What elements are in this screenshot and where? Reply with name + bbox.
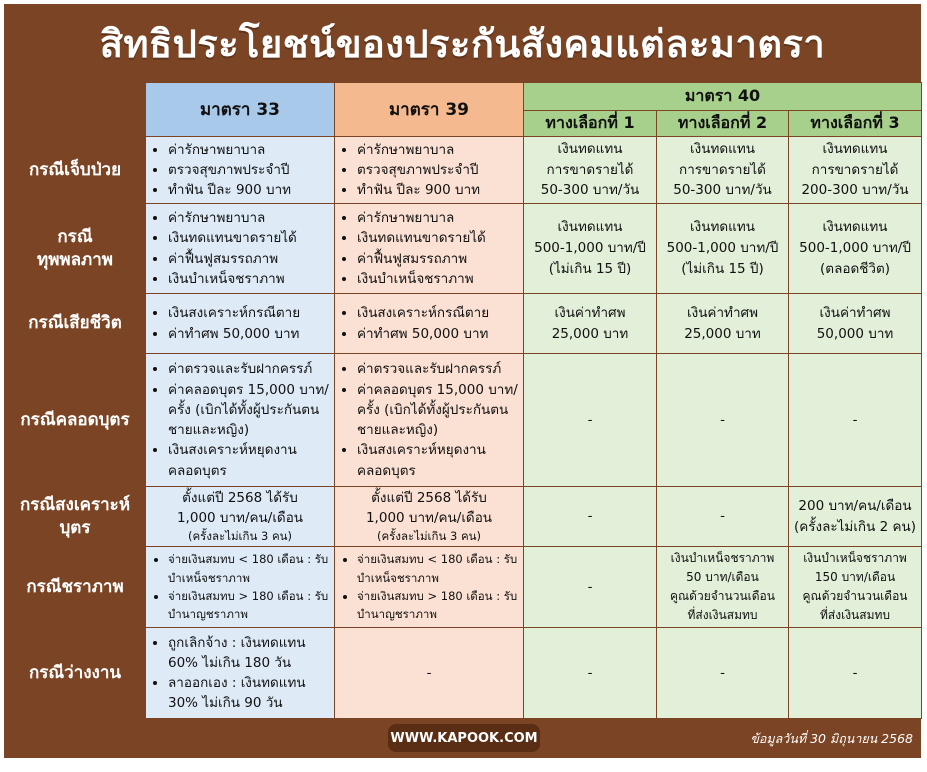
list-item: • ตรวจสุขภาพประจำปี	[357, 160, 519, 180]
cell-line: 500-1,000 บาท/ปี	[666, 240, 779, 257]
list-item: • ตรวจสุขภาพประจำปี	[168, 160, 330, 180]
list-item: • ค่าตรวจและรับฝากครรภ์	[357, 359, 519, 379]
list-item: • จ่ายเงินสมทบ < 180 เดือน : รับบำเหน็จชราภาพ	[357, 550, 519, 587]
cell-line: 50 บาท/เดือน	[686, 569, 759, 584]
m39-cell	[335, 487, 524, 547]
list-item: • ค่าฟื้นฟูสมรรถภาพ	[168, 249, 330, 269]
m33-cell	[146, 137, 335, 204]
cell-note: (ครั้งละไม่เกิน 3 คน)	[188, 529, 292, 544]
cell-line: การขาดรายได้	[546, 161, 634, 178]
opt2-cell	[657, 294, 789, 354]
list-item: • เงินสงเคราะห์หยุดงานคลอดบุตร	[357, 440, 519, 481]
list-item: • ค่าทำศพ 50,000 บาท	[168, 324, 330, 344]
m39-cell: -	[335, 628, 524, 719]
header-opt1: ทางเลือกที่ 1	[524, 111, 657, 137]
row-label	[5, 204, 146, 294]
list-item: • จ่ายเงินสมทบ > 180 เดือน : รับบำนาญชราภาพ	[168, 587, 330, 624]
opt1-cell	[524, 204, 657, 294]
opt2-cell	[657, 204, 789, 294]
cell-line: 500-1,000 บาท/ปี	[799, 240, 911, 257]
list-item: • เงินบำเหน็จชราภาพ	[357, 269, 519, 289]
table-row	[5, 487, 922, 547]
data-date: ข้อมูลวันที่ 30 มิถุนายน 2568	[750, 731, 913, 746]
list-item: • ค่าฟื้นฟูสมรรถภาพ	[357, 249, 519, 269]
cell-line: (ตลอดชีวิต)	[820, 260, 890, 277]
opt2-cell	[657, 137, 789, 204]
opt3-cell: -	[789, 354, 922, 487]
opt1-cell: -	[524, 487, 657, 547]
opt1-cell	[524, 294, 657, 354]
opt1-cell: -	[524, 354, 657, 487]
list-item: • เงินสงเคราะห์กรณีตาย	[168, 303, 330, 323]
m39-cell	[335, 294, 524, 354]
row-label	[5, 487, 146, 547]
cell-note: (ครั้งละไม่เกิน 3 คน)	[377, 529, 481, 544]
list-item: • เงินสงเคราะห์กรณีตาย	[357, 303, 519, 323]
list-item: • ทำฟัน ปีละ 900 บาท	[168, 180, 330, 200]
opt1-cell: -	[524, 628, 657, 719]
list-item: • ค่าคลอดบุตร 15,000 บาท/ครั้ง (เบิกได้ทั้งผู้ประกันตนชายและหญิง)	[357, 380, 519, 441]
cell-line: เงินบำเหน็จชราภาพ	[803, 550, 907, 565]
list-item: • จ่ายเงินสมทบ < 180 เดือน : รับบำเหน็จชราภาพ	[168, 550, 330, 587]
row-label-line: กรณี	[57, 226, 93, 247]
cell-line: ที่ส่งเงินสมทบ	[687, 608, 758, 623]
table-row	[5, 137, 922, 204]
m33-cell	[146, 487, 335, 547]
list-item: • เงินทดแทนขาดรายได้	[357, 228, 519, 248]
cell-line: เงินทดแทน	[557, 219, 623, 236]
list-item: • เงินทดแทนขาดรายได้	[168, 228, 330, 248]
cell-line: เงินค่าทำศพ	[554, 304, 626, 321]
list-item: • ค่าทำศพ 50,000 บาท	[357, 324, 519, 344]
header-m40: มาตรา 40	[524, 83, 922, 111]
cell-line: 25,000 บาท	[551, 325, 629, 342]
cell-line: 150 บาท/เดือน	[814, 569, 896, 584]
m33-cell	[146, 354, 335, 487]
m39-cell	[335, 354, 524, 487]
list-item: • เงินสงเคราะห์หยุดงานคลอดบุตร	[168, 440, 330, 481]
cell-line: เงินทดแทน	[690, 219, 755, 236]
row-label-line: กรณีสงเคราะห์	[19, 494, 131, 515]
m39-cell	[335, 137, 524, 204]
page-title: สิทธิประโยชน์ของประกันสังคมแต่ละมาตรา	[99, 21, 826, 66]
cell-line: 500-1,000 บาท/ปี	[534, 240, 646, 257]
cell-line: เงินค่าทำศพ	[687, 304, 758, 321]
cell-line: 50-300 บาท/วัน	[540, 182, 640, 199]
row-label-line: ทุพพลภาพ	[37, 249, 113, 270]
list-item: • เงินบำเหน็จชราภาพ	[168, 269, 330, 289]
cell-line: (ไม่เกิน 15 ปี)	[548, 260, 632, 277]
benefits-table	[4, 82, 922, 719]
row-label: กรณีเจ็บป่วย	[5, 137, 146, 204]
opt2-cell: -	[657, 354, 789, 487]
list-item: • ค่ารักษาพยาบาล	[357, 208, 519, 228]
opt3-cell	[789, 294, 922, 354]
list-item: • ลาออกเอง : เงินทดแทน 30% ไม่เกิน 90 วัน	[168, 673, 330, 714]
cell-line: เงินค่าทำศพ	[819, 304, 891, 321]
list-item: • ค่ารักษาพยาบาล	[168, 140, 330, 160]
cell-line: ตั้งแต่ปี 2568 ได้รับ	[371, 489, 487, 506]
row-label: กรณีชราภาพ	[5, 547, 146, 628]
row-label: กรณีคลอดบุตร	[5, 354, 146, 487]
cell-line: 200-300 บาท/วัน	[801, 182, 909, 199]
opt2-cell: -	[657, 487, 789, 547]
m33-cell	[146, 294, 335, 354]
opt3-cell: -	[789, 628, 922, 719]
cell-line: 50,000 บาท	[816, 325, 894, 342]
opt3-cell	[789, 137, 922, 204]
table-row	[5, 204, 922, 294]
cell-line: ตั้งแต่ปี 2568 ได้รับ	[182, 489, 298, 506]
list-item: • ถูกเลิกจ้าง : เงินทดแทน 60% ไม่เกิน 180 วัน	[168, 633, 330, 674]
cell-line: 200 บาท/คน/เดือน	[798, 497, 912, 514]
m39-cell	[335, 547, 524, 628]
cell-line: 50-300 บาท/วัน	[673, 182, 772, 199]
cell-line: คูณด้วยจำนวนเดือน	[802, 589, 908, 603]
table-row	[5, 628, 922, 719]
opt1-cell: -	[524, 547, 657, 628]
cell-line: คูณด้วยจำนวนเดือน	[670, 589, 775, 603]
header-m33: มาตรา 33	[146, 83, 335, 137]
m33-cell	[146, 547, 335, 628]
m39-cell	[335, 204, 524, 294]
header-m39: มาตรา 39	[335, 83, 524, 137]
m33-cell	[146, 628, 335, 719]
list-item: • ค่ารักษาพยาบาล	[357, 140, 519, 160]
opt2-cell: -	[657, 628, 789, 719]
header-opt3: ทางเลือกที่ 3	[789, 111, 922, 137]
cell-line: ที่ส่งเงินสมทบ	[820, 608, 891, 623]
cell-line: การขาดรายได้	[679, 161, 766, 178]
row-label: กรณีว่างงาน	[5, 628, 146, 719]
cell-line: (ครั้งละไม่เกิน 2 คน)	[793, 518, 917, 535]
brand-badge: WWW.KAPOOK.COM	[388, 724, 540, 752]
list-item: • จ่ายเงินสมทบ > 180 เดือน : รับบำนาญชราภาพ	[357, 587, 519, 624]
cell-line: เงินทดแทน	[557, 140, 623, 157]
table-row	[5, 354, 922, 487]
m33-cell	[146, 204, 335, 294]
cell-line: 1,000 บาท/คน/เดือน	[176, 509, 304, 526]
opt3-cell	[789, 547, 922, 628]
opt3-cell	[789, 204, 922, 294]
cell-line: เงินบำเหน็จชราภาพ	[670, 550, 775, 565]
opt3-cell	[789, 487, 922, 547]
cell-line: 1,000 บาท/คน/เดือน	[365, 509, 493, 526]
list-item: • ค่ารักษาพยาบาล	[168, 208, 330, 228]
opt2-cell	[657, 547, 789, 628]
row-label: กรณีเสียชีวิต	[5, 294, 146, 354]
list-item: • ทำฟัน ปีละ 900 บาท	[357, 180, 519, 200]
cell-line: เงินทดแทน	[822, 219, 888, 236]
cell-line: เงินทดแทน	[822, 140, 888, 157]
header-opt2: ทางเลือกที่ 2	[657, 111, 789, 137]
row-label-line: บุตร	[59, 517, 91, 538]
corner-cell	[5, 83, 146, 137]
opt1-cell	[524, 137, 657, 204]
table-row	[5, 547, 922, 628]
cell-line: การขาดรายได้	[811, 161, 899, 178]
cell-line: เงินทดแทน	[690, 140, 755, 157]
list-item: • ค่าตรวจและรับฝากครรภ์	[168, 359, 330, 379]
cell-line: 25,000 บาท	[684, 325, 761, 342]
list-item: • ค่าคลอดบุตร 15,000 บาท/ครั้ง (เบิกได้ทั้งผู้ประกันตนชายและหญิง)	[168, 380, 330, 441]
cell-line: (ไม่เกิน 15 ปี)	[681, 260, 764, 277]
table-row	[5, 294, 922, 354]
